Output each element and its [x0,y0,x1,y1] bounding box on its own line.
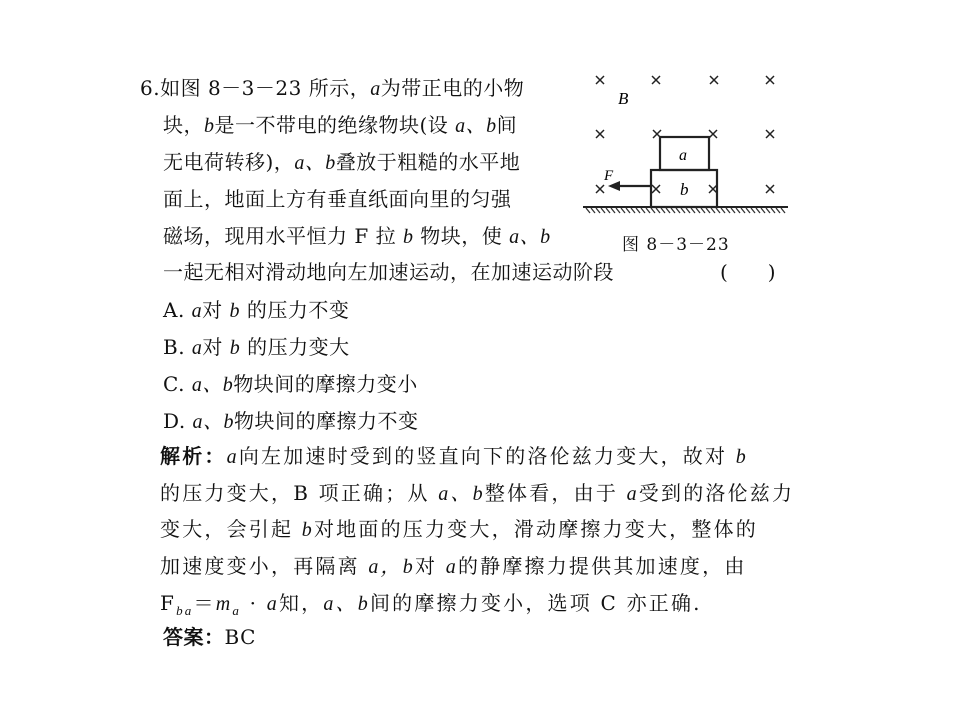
block-b-label: b [680,180,689,199]
question-line-1: 6.如图 8－3－23 所示，a为带正电的小物 [140,76,525,100]
solution-line-3: 变大，会引起 b对地面的压力变大，滑动摩擦力变大，整体的 [160,517,758,541]
block-a-label: a [679,147,687,164]
force-label: F [604,168,614,184]
question-line-2: 块，b是一不带电的绝缘物块(设 a、b间 [163,113,518,137]
figure-caption: 图 8－3－23 [622,235,730,255]
solution-line-1: 解析：a向左加速时受到的竖直向下的洛伦兹力变大，故对 b [160,444,748,468]
option-d: D. a、b物块间的摩擦力不变 [163,409,419,433]
solution-line-5: $F_{ba}=m_a \cdot a$知，a、b间的摩擦力变小，选项 C 亦正确. [160,591,702,618]
field-label: B [618,89,629,108]
option-b: B. a对 b 的压力变大 [163,335,350,359]
ground-hatching [586,208,785,213]
solution-label: 解析： [160,444,227,468]
question-number: 6. [140,76,161,100]
solution-line-4: 加速度变小，再隔离 a，b对 a的静摩擦力提供其加速度，由 [160,554,747,578]
option-a: A. a对 b 的压力不变 [163,298,350,322]
formula: $F_{ba}=m_a \cdot a$ [160,591,279,618]
option-c: C. a、b物块间的摩擦力变小 [163,372,418,396]
answer-label: 答案： [163,625,225,649]
question-line-3: 无电荷转移)，a、b叠放于粗糙的水平地 [163,150,521,174]
question-line-5: 磁场，现用水平恒力 F 拉 b 物块，使 a、b [163,224,551,248]
question-line-4: 面上，地面上方有垂直纸面向里的匀强 [163,187,512,211]
solution-line-2: 的压力变大，B 项正确；从 a、b整体看，由于 a受到的洛伦兹力 [160,481,795,505]
answer-value: BC [224,625,256,649]
answer-paren: ( ) [720,260,776,284]
question-line-6: 一起无相对滑动地向左加速运动，在加速运动阶段 [163,260,614,284]
answer-line [163,623,256,651]
